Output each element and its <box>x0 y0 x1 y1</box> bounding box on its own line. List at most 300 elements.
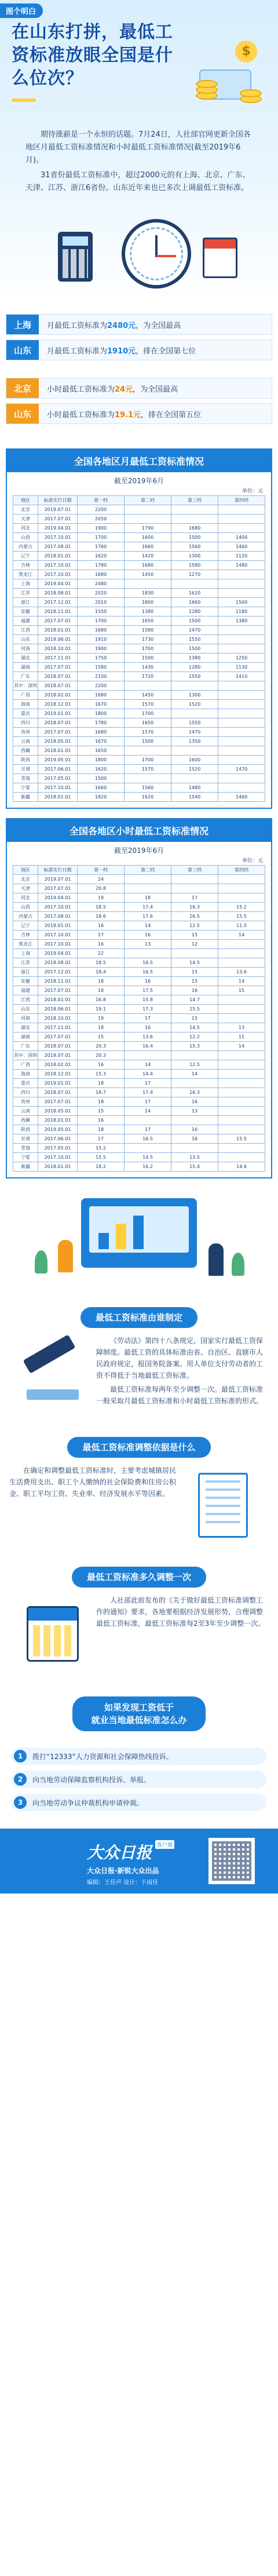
value-cell: 16.5 <box>125 968 171 977</box>
table-row <box>13 884 265 893</box>
region-cell: 内蒙古 <box>13 542 38 552</box>
table-unit: 单位：元 <box>242 488 263 494</box>
date-cell: 2018.07.01 <box>38 1088 78 1097</box>
date-cell: 2017.07.01 <box>38 515 78 524</box>
date-cell: 2017.07.01 <box>38 616 78 626</box>
region-cell: 浙江 <box>13 598 38 607</box>
date-cell: 2018.01.01 <box>38 1162 78 1172</box>
value-cell: 1620 <box>78 765 125 774</box>
value-cell <box>218 949 265 958</box>
clock-illustration <box>35 214 243 295</box>
value-cell: 18 <box>78 1079 125 1088</box>
value-cell: 15 <box>218 986 265 995</box>
value-cell <box>218 626 265 635</box>
value-cell <box>125 505 171 515</box>
value-cell: 18.7 <box>78 1088 125 1097</box>
gavel-illustration <box>9 1335 96 1422</box>
value-cell: 16.5 <box>125 958 171 968</box>
value-cell: 17.4 <box>125 903 171 912</box>
value-cell: 15 <box>78 1032 125 1042</box>
value-cell: 1450 <box>125 691 171 700</box>
value-cell <box>125 774 171 783</box>
value-cell <box>218 579 265 589</box>
header-cell: 标准实行日期 <box>38 496 78 505</box>
table-row <box>13 589 265 598</box>
date-cell: 2018.02.01 <box>38 691 78 700</box>
value-cell: 20.3 <box>78 1042 125 1051</box>
help-step <box>12 1747 266 1765</box>
table-row <box>13 1005 265 1014</box>
value-cell: 1500 <box>125 654 171 663</box>
value-cell: 1500 <box>218 598 265 607</box>
region-cell: 山西 <box>13 533 38 542</box>
value-cell: 14.5 <box>171 1023 218 1032</box>
value-cell: 14 <box>218 931 265 940</box>
region-cell: 贵州 <box>13 1097 38 1107</box>
value-cell: 1120 <box>218 552 265 561</box>
value-cell <box>218 1014 265 1023</box>
date-cell: 2018.01.01 <box>38 746 78 756</box>
value-cell: 1680 <box>78 728 125 737</box>
table-row <box>13 1014 265 1023</box>
step-number: 3 <box>14 1796 27 1809</box>
value-cell <box>218 774 265 783</box>
table-row <box>13 774 265 783</box>
person-icon <box>209 1243 224 1276</box>
value-cell: 1420 <box>125 552 171 561</box>
value-cell: 16 <box>78 921 125 931</box>
region-cell: 四川 <box>13 718 38 728</box>
value-cell <box>125 579 171 589</box>
header-cell: 第三档 <box>171 496 218 505</box>
rank-value: 1910元 <box>107 346 136 356</box>
date-cell: 2018.02.01 <box>38 1060 78 1070</box>
value-cell: 17 <box>125 1014 171 1023</box>
value-cell: 12.5 <box>171 1060 218 1070</box>
rank-text-post: ，为全国最高 <box>133 385 178 394</box>
region-cell: 其中：深圳 <box>13 1051 38 1060</box>
value-cell <box>171 884 218 893</box>
value-cell <box>218 893 265 903</box>
section-text <box>96 1335 269 1422</box>
value-cell: 13.6 <box>125 1032 171 1042</box>
table-row <box>13 977 265 986</box>
region-cell: 广西 <box>13 691 38 700</box>
value-cell: 1780 <box>78 561 125 570</box>
table-row <box>13 986 265 995</box>
value-cell: 1750 <box>78 654 125 663</box>
region-cell: 福建 <box>13 616 38 626</box>
section-paragraph: 在确定和调整最低工资标准时，主要考虑城镇居民生活费用支出、职工个人缴纳的社会保险费和住房公积金、职工平均工资、失业率、经济发展水平等因素。 <box>9 1466 177 1498</box>
value-cell <box>171 746 218 756</box>
value-cell: 1180 <box>218 607 265 616</box>
value-cell: 13.5 <box>171 1153 218 1162</box>
value-cell <box>218 746 265 756</box>
table-row <box>13 1042 265 1051</box>
section-text <box>9 1465 182 1552</box>
region-cell: 甘肃 <box>13 765 38 774</box>
value-cell: 17 <box>125 1079 171 1088</box>
date-cell: 2017.05.01 <box>38 774 78 783</box>
value-cell <box>218 995 265 1005</box>
value-cell: 1570 <box>125 728 171 737</box>
value-cell <box>218 1070 265 1079</box>
help-step <box>12 1794 266 1811</box>
value-cell: 1410 <box>218 672 265 681</box>
table-title: 全国各地区月最低工资标准情况 <box>7 450 271 472</box>
value-cell <box>171 515 218 524</box>
table-row <box>13 1023 265 1032</box>
value-cell: 14 <box>171 1070 218 1079</box>
value-cell: 14 <box>125 1060 171 1070</box>
step-text: 向当地劳动争议仲裁机构申请仲裁。 <box>32 1798 144 1807</box>
value-cell: 1660 <box>125 542 171 552</box>
header-cell: 第三档 <box>171 866 218 875</box>
region-cell: 安徽 <box>13 977 38 986</box>
date-cell: 2018.01.01 <box>38 552 78 561</box>
value-cell: 1550 <box>171 718 218 728</box>
footer-credit: 大众日报·新锐大众出品 <box>87 1867 159 1875</box>
region-cell: 辽宁 <box>13 552 38 561</box>
value-cell <box>171 1079 218 1088</box>
value-cell <box>218 681 265 691</box>
date-cell: 2017.10.01 <box>38 570 78 579</box>
value-cell <box>125 681 171 691</box>
value-cell <box>218 756 265 765</box>
region-cell: 新疆 <box>13 793 38 802</box>
value-cell: 14.4 <box>125 1070 171 1079</box>
table-row <box>13 635 265 644</box>
value-cell: 15 <box>171 931 218 940</box>
region-cell: 山东 <box>13 1005 38 1014</box>
value-cell: 1900 <box>78 644 125 654</box>
value-cell: 14.6 <box>218 1162 265 1172</box>
value-cell: 1500 <box>78 774 125 783</box>
date-cell: 2017.08.01 <box>38 912 78 921</box>
region-cell: 河南 <box>13 1014 38 1023</box>
value-cell: 16.2 <box>125 1162 171 1172</box>
region-cell: 海南 <box>13 700 38 709</box>
value-cell: 1680 <box>125 561 171 570</box>
value-cell: 18 <box>78 986 125 995</box>
value-cell <box>171 774 218 783</box>
coin-icon <box>240 89 262 97</box>
hourly-wage-table <box>13 865 265 1172</box>
region-cell: 海南 <box>13 1070 38 1079</box>
value-cell: 1680 <box>171 524 218 533</box>
header-cell: 第一档 <box>78 496 125 505</box>
value-cell: 15.2 <box>218 903 265 912</box>
value-cell <box>218 589 265 598</box>
date-cell: 2018.10.01 <box>38 1014 78 1023</box>
value-cell: 1280 <box>171 663 218 672</box>
value-cell: 19 <box>78 893 125 903</box>
table-row <box>13 515 265 524</box>
region-cell: 陕西 <box>13 756 38 765</box>
date-cell: 2017.10.01 <box>38 903 78 912</box>
value-cell: 15.2 <box>78 1144 125 1153</box>
value-cell: 1660 <box>78 783 125 793</box>
date-cell: 2018.11.01 <box>38 977 78 986</box>
value-cell: 16.4 <box>125 1042 171 1051</box>
coin-icon <box>196 80 218 88</box>
step-number: 2 <box>14 1773 27 1786</box>
table-title: 全国各地区小时最低工资标准情况 <box>7 819 271 842</box>
value-cell: 1580 <box>78 663 125 672</box>
table-row <box>13 533 265 542</box>
value-cell: 18.2 <box>78 1162 125 1172</box>
value-cell: 15.5 <box>218 1134 265 1144</box>
value-cell <box>218 1116 265 1125</box>
table-row <box>13 940 265 949</box>
document-icon <box>198 1473 248 1538</box>
value-cell: 14 <box>218 1042 265 1051</box>
value-cell <box>218 1060 265 1070</box>
value-cell <box>218 505 265 515</box>
section-who-sets <box>0 1335 278 1422</box>
region-cell: 陕西 <box>13 1125 38 1134</box>
date-cell: 2017.07.01 <box>38 663 78 672</box>
rank-province: 上海 <box>6 315 39 334</box>
rank-province: 山东 <box>6 340 39 360</box>
table-row <box>13 931 265 940</box>
region-cell: 天津 <box>13 515 38 524</box>
table-row <box>13 607 265 616</box>
value-cell: 16.8 <box>78 995 125 1005</box>
date-cell: 2018.01.01 <box>38 995 78 1005</box>
value-cell: 18 <box>125 893 171 903</box>
value-cell: 1700 <box>78 616 125 626</box>
date-cell: 2018.07.01 <box>38 718 78 728</box>
region-cell: 安徽 <box>13 607 38 616</box>
region-cell: 云南 <box>13 1107 38 1116</box>
date-cell: 2017.08.01 <box>38 542 78 552</box>
date-cell: 2018.05.01 <box>38 1107 78 1116</box>
value-cell: 1560 <box>125 783 171 793</box>
section-title: 最低工资标准调整依据是什么 <box>67 1437 210 1458</box>
table-row <box>13 663 265 672</box>
rank-text-post: ，为全国最高 <box>136 321 181 330</box>
value-cell: 13.6 <box>218 968 265 977</box>
value-cell: 16 <box>171 986 218 995</box>
date-cell: 2019.05.01 <box>38 756 78 765</box>
date-cell: 2019.04.01 <box>38 893 78 903</box>
value-cell: 15 <box>78 1107 125 1116</box>
date-cell: 2017.07.01 <box>38 884 78 893</box>
value-cell: 1380 <box>125 607 171 616</box>
value-cell: 18.4 <box>78 968 125 977</box>
section-frequency <box>0 1595 278 1681</box>
date-cell: 2017.06.01 <box>38 765 78 774</box>
qr-code[interactable] <box>209 1838 255 1884</box>
region-cell: 北京 <box>13 875 38 884</box>
region-cell: 山西 <box>13 903 38 912</box>
region-cell: 湖北 <box>13 1023 38 1032</box>
table-row <box>13 1134 265 1144</box>
header-cell: 标准实行日期 <box>38 866 78 875</box>
value-cell: 16 <box>171 1097 218 1107</box>
intro-paragraph-1: 期待涨薪是一个永恒的话题。7月24日，人社部官网更新全国各地区月最低工资标准情况和小时最低工资标准情况(截至2019年6月)。 <box>25 130 251 165</box>
table-header-row <box>13 866 265 875</box>
header-cell: 第一档 <box>78 866 125 875</box>
section-title: 最低工资标准多久调整一次 <box>72 1567 206 1588</box>
value-cell <box>125 884 171 893</box>
table-row <box>13 570 265 579</box>
value-cell <box>218 1144 265 1153</box>
value-cell <box>125 515 171 524</box>
date-cell: 2018.07.01 <box>38 1051 78 1060</box>
table-row <box>13 746 265 756</box>
value-cell: 1380 <box>218 616 265 626</box>
date-cell: 2019.07.01 <box>38 505 78 515</box>
region-cell: 广西 <box>13 1060 38 1070</box>
value-cell: 1680 <box>78 570 125 579</box>
date-cell: 2018.08.01 <box>38 958 78 968</box>
value-cell: 20.3 <box>78 1051 125 1060</box>
region-cell: 其中：深圳 <box>13 681 38 691</box>
date-cell: 2017.11.01 <box>38 654 78 663</box>
value-cell <box>218 1107 265 1116</box>
table-row <box>13 893 265 903</box>
table-row <box>13 700 265 709</box>
value-cell: 17 <box>171 893 218 903</box>
region-cell: 四川 <box>13 1088 38 1097</box>
value-cell: 18 <box>78 1097 125 1107</box>
table-row <box>13 875 265 884</box>
region-cell: 新疆 <box>13 1162 38 1172</box>
section-text <box>96 1595 269 1681</box>
table-row <box>13 598 265 607</box>
value-cell <box>218 737 265 746</box>
date-cell: 2017.07.01 <box>38 728 78 737</box>
header-cell: 地区 <box>13 496 38 505</box>
date-cell: 2017.10.01 <box>38 931 78 940</box>
table-row <box>13 1060 265 1070</box>
table-row <box>13 552 265 561</box>
value-cell <box>171 709 218 718</box>
office-illustration <box>0 1188 278 1292</box>
value-cell: 1500 <box>171 533 218 542</box>
help-steps <box>0 1738 278 1829</box>
date-cell: 2017.12.01 <box>38 968 78 977</box>
value-cell <box>218 1153 265 1162</box>
table-row <box>13 756 265 765</box>
section-paragraph: 最低工资标准每两年至少调整一次。最低工资标准一般采取月最低工资标准和小时最低工资标准的形式。 <box>96 1385 264 1405</box>
value-cell <box>171 579 218 589</box>
value-cell: 2100 <box>78 672 125 681</box>
rank-text <box>39 315 272 334</box>
value-cell <box>171 875 218 884</box>
value-cell: 14 <box>218 977 265 986</box>
region-cell: 黑龙江 <box>13 940 38 949</box>
value-cell: 1300 <box>171 691 218 700</box>
value-cell <box>218 700 265 709</box>
value-cell: 15.3 <box>171 1042 218 1051</box>
value-cell: 17 <box>125 1125 171 1134</box>
date-cell: 2017.10.01 <box>38 533 78 542</box>
value-cell: 1900 <box>78 524 125 533</box>
table-row <box>13 718 265 728</box>
rank-text-pre: 月最低工资标准为 <box>47 321 108 330</box>
value-cell: 12 <box>171 940 218 949</box>
region-cell: 贵州 <box>13 728 38 737</box>
region-cell: 浙江 <box>13 968 38 977</box>
value-cell: 1460 <box>218 793 265 802</box>
date-cell: 2018.11.01 <box>38 607 78 616</box>
region-cell: 江西 <box>13 626 38 635</box>
region-cell: 青海 <box>13 1144 38 1153</box>
rank-row-shandong-hourly <box>6 403 272 424</box>
value-cell <box>218 1079 265 1088</box>
value-cell <box>218 709 265 718</box>
date-cell: 2017.07.01 <box>38 1097 78 1107</box>
region-cell: 辽宁 <box>13 921 38 931</box>
value-cell: 14.7 <box>171 995 218 1005</box>
table-row <box>13 1070 265 1079</box>
rank-text-post: ，排在全国第七位 <box>136 346 196 356</box>
calendar-illustration <box>9 1595 96 1681</box>
value-cell <box>171 1116 218 1125</box>
value-cell <box>218 691 265 700</box>
table-row <box>13 921 265 931</box>
rank-row-shandong-monthly <box>6 340 272 360</box>
table-row <box>13 1032 265 1042</box>
table-row <box>13 561 265 570</box>
value-cell: 16 <box>171 1125 218 1134</box>
hero <box>0 0 278 301</box>
date-cell: 2018.07.01 <box>38 672 78 681</box>
region-cell: 云南 <box>13 737 38 746</box>
region-cell: 江苏 <box>13 958 38 968</box>
value-cell: 1550 <box>171 672 218 681</box>
region-cell: 河北 <box>13 524 38 533</box>
value-cell: 1660 <box>171 598 218 607</box>
table-subtitle: 截至2019年6月 <box>114 846 164 855</box>
value-cell <box>171 681 218 691</box>
region-cell: 宁夏 <box>13 783 38 793</box>
section-paragraph: 人社部此前发布的《关于做好最低工资标准调整工作的通知》要求，各地要根据经济发展形势，合理调整最低工资标准，最低工资标准每2至3年至少调整一次。 <box>96 1596 265 1628</box>
value-cell: 24 <box>78 875 125 884</box>
table-body <box>13 875 265 1172</box>
region-cell: 河南 <box>13 644 38 654</box>
value-cell: 14 <box>125 1107 171 1116</box>
region-cell: 西藏 <box>13 1116 38 1125</box>
date-cell: 2017.10.01 <box>38 561 78 570</box>
value-cell: 1350 <box>171 737 218 746</box>
table-row <box>13 1125 265 1134</box>
value-cell: 13 <box>218 1023 265 1032</box>
section-basis <box>0 1465 278 1552</box>
value-cell: 19 <box>78 1014 125 1023</box>
value-cell: 17.5 <box>125 986 171 995</box>
value-cell: 18 <box>78 1023 125 1032</box>
date-cell: 2018.07.01 <box>38 1042 78 1051</box>
value-cell: 17 <box>78 931 125 940</box>
region-cell: 重庆 <box>13 709 38 718</box>
title-accent-bar <box>12 98 36 102</box>
region-cell: 上海 <box>13 579 38 589</box>
value-cell: 1670 <box>78 737 125 746</box>
table-row <box>13 644 265 654</box>
header-cell: 第四档 <box>218 496 265 505</box>
header-cell: 第二档 <box>125 496 171 505</box>
value-cell: 16 <box>125 931 171 940</box>
plant-icon <box>35 1250 47 1274</box>
value-cell: 1270 <box>171 570 218 579</box>
value-cell: 17 <box>125 1097 171 1107</box>
clock-icon <box>122 219 191 289</box>
value-cell: 2010 <box>78 598 125 607</box>
